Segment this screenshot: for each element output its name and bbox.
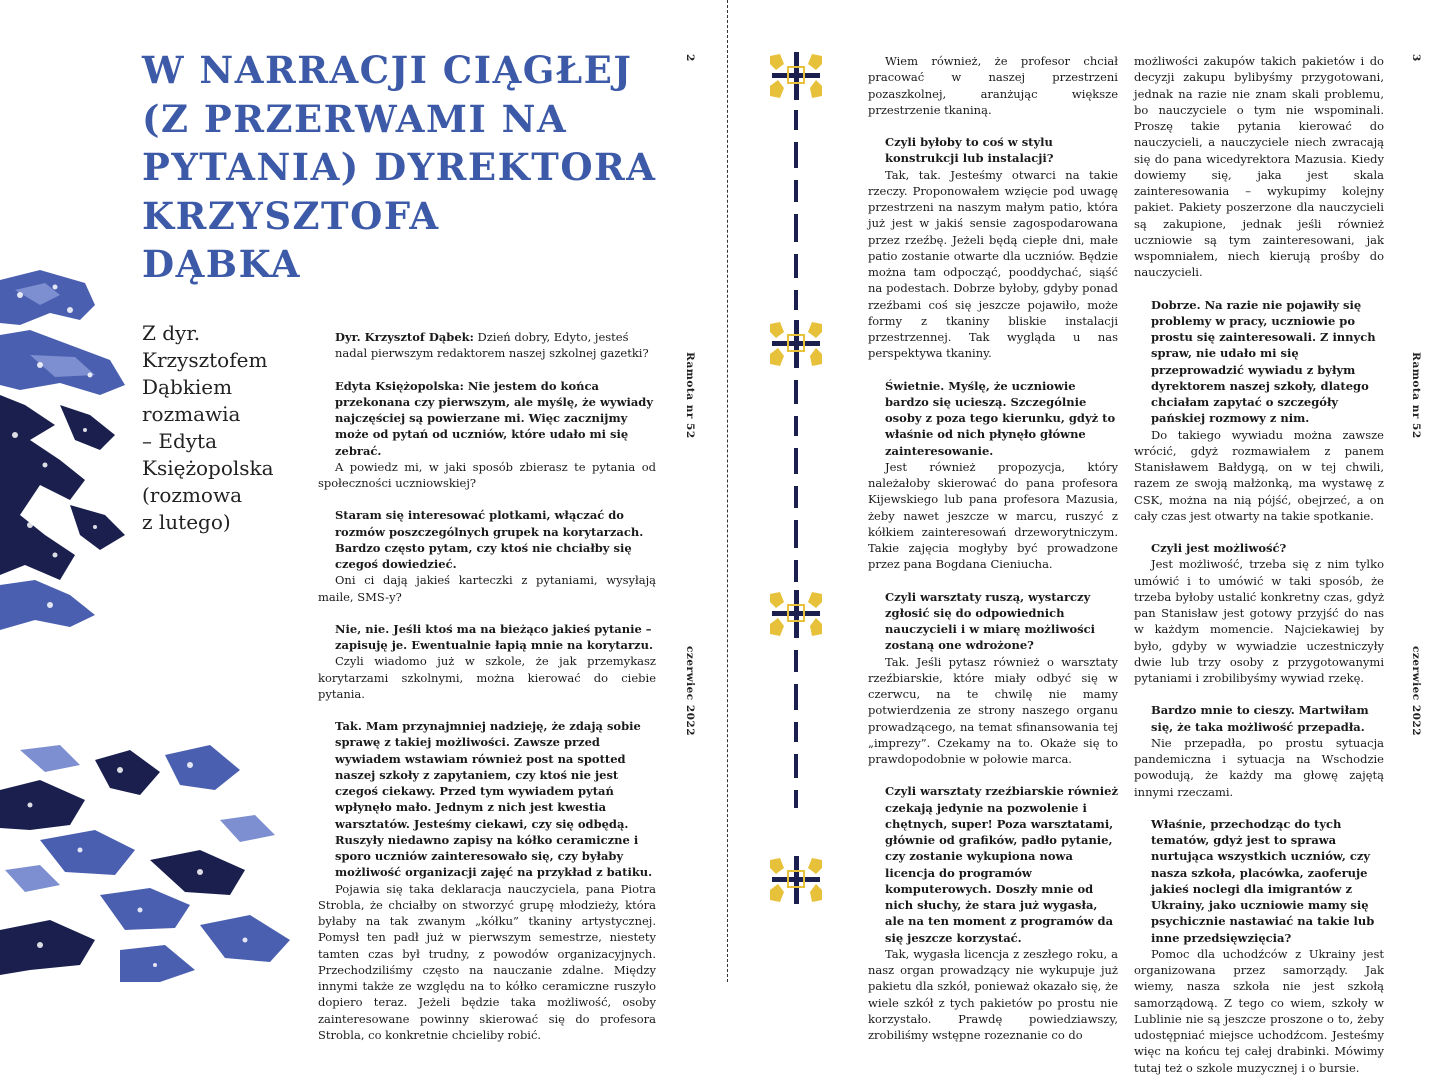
issue-date: czerwiec 2022 [684, 646, 696, 737]
speaker-name: Dyr. Krzysztof Dąbek: [335, 330, 474, 344]
answer: Jest możliwość, trzeba się z nim tylko umówić i to umówić w taki sposób, że trzeba byłoby ustalić konkretny czas, gdyż pan Stanisław jest gotowy przyjść do nas w każdym momencie. Najciekawiej by było, gdyby w wywiadzie uczestniczyły dwie lub trzy osoby z przygotowanymi pytaniami i zrobilibyśmy wywiad rzekę. [1134, 557, 1384, 685]
question: Nie, nie. Jeśli ktoś ma na bieżąco jakieś pytanie – zapisuję je. Ewentualnie łapią mnie na korytarzu. [335, 621, 653, 652]
question: Dobrze. Na razie nie pojawiły się problemy w pracy, uczniowie po prostu się zainteresowali. Z innych spraw, nie udało mi się przeprowadzić wywiadu z byłym dyrektorem naszej szkoły, dlatego chciałam zapytać o szczegóły pańskiej rozmowy z nim. [1151, 297, 1376, 426]
title-line: DĄBKA [142, 242, 301, 286]
intro-text: Dzień dobry, Edyto, jesteś nadal pierwszym redaktorem naszej szkolnej gazetki? [335, 330, 649, 361]
magazine-issue: Ramota nr 52 [684, 352, 696, 439]
article-column-3 [1134, 53, 1384, 1076]
page-number: 2 [684, 54, 696, 62]
question: Świetnie. Myślę, że uczniowie bardzo się ucieszą. Szczególnie osoby z poza tego kierunku, gdyż to właśnie od nich płynęło główne zainteresowanie. [885, 378, 1116, 458]
lede-line: Z dyr. [142, 321, 201, 345]
lede-line: Krzysztofem [142, 348, 268, 372]
question: Tak. Mam przynajmniej nadzieję, że zdają sobie sprawę z takiej możliwości. Zawsze przed wywiadem wstawiam również post na spotted naszej szkoły z zapytaniem, czy ktoś nie jest czegoś ciekawy. Przed tym wywiadem pytań wpłynęło mało. Jednym z nich jest kwestia warsztatów. Jesteśmy ciekawi, czy się odbędą. Ruszyły niedawno zapisy na kółko ceramiczne i sporo uczniów zainteresowało się, czy byłaby możliwość organizacji zajęć na przykład z batiku. [335, 719, 653, 880]
question: Czyli warsztaty rzeźbiarskie również czekają jedynie na pozwolenie i chętnych, super! Poza warsztatami, głównie od grafików, padło pytanie, czy zostanie wykupiona nowa licencja do programów komputerowych. Doszły mnie od nich słuchy, że stara już wygasła, ale na ten moment z programów da się jeszcze korzystać. [885, 784, 1118, 945]
question: Edyta Księżopolska: Nie jestem do końca przekonana czy pierwszym, ale myślę, że wywiady najczęściej są powierzane mi. Więc zacznijmy może od pytań od uczniów, które udało mi się zebrać. [335, 378, 654, 458]
title-line: W NARRACJI CIĄGŁEJ [142, 48, 633, 92]
lede-line: z lutego) [142, 510, 231, 534]
question: Czyli warsztaty ruszą, wystarczy zgłosić się do odpowiednich nauczycieli i w miarę możliwości zostaną one wdrożone? [885, 589, 1095, 653]
question: Właśnie, przechodząc do tych tematów, gdyż jest to sprawa nurtująca wszystkich uczniów, czy nasza szkoła, placówka, zaoferuje jakieś noclegi dla imigrantów z Ukrainy, jako uczniowie mamy się psychicznie nastawiać na takie lub inne przedsięwzięcia? [1151, 816, 1375, 945]
question: Czyli byłoby to coś w stylu konstrukcji lub instalacji? [885, 135, 1054, 166]
article-lede [142, 320, 282, 536]
title-line: PYTANIA) DYREKTORA [142, 145, 657, 189]
folk-leaf-decoration-lower [0, 700, 300, 982]
lede-line: Księżopolska [142, 456, 274, 480]
lede-line: – Edyta [142, 429, 218, 453]
lede-line: (rozmowa [142, 483, 242, 507]
answer: Jest również propozycja, który należałoby skierować do pana profesora Kijewskiego lub pana profesora Mazusia, żeby nawet jeszcze w marcu, ruszyć z kółkiem zainteresowań drzeworytniczym. Takie zajęcia mogłyby być prowadzone przez pana Bogdana Cieniucha. [868, 459, 1118, 572]
answer-continued: możliwości zakupów takich pakietów i do decyzji zakupu bylibyśmy przygotowani, jednak na razie nie znam skali problemu, bo nauczyciele o tym nie wspominali. Proszę takie pytania kierować do nauczycieli, a nauczyciele niech zwracają się do pana wicedyrektora Mazusia. Kiedy dowiemy się, jaka jest skala zainteresowania – wykupimy kolejny pakiet. Pakiety poszerzone dla nauczycieli są zakupione, jednak jeśli również uczniowie są tym zainteresowani, jak wspomniałem, niech kierują prośby do nauczycieli. [1134, 54, 1384, 280]
question: Czyli jest możliwość? [1151, 541, 1287, 555]
answer: Nie przepadła, po prostu sytuacja pandemiczna i sytuacja na Wschodzie powodują, że każdy ma głowę zajętą innymi rzeczami. [1134, 735, 1384, 799]
answer: Tak, wygasła licencja z zeszłego roku, a nasz organ prowadzący nie wykupuje już pakietu dla szkół, ponieważ okazało się, że wiele szkół z tych pakietów po prostu nie korzystało. Prawdę powiedziawszy, zrobiliśmy wstępne rozeznanie co do [868, 946, 1118, 1042]
answer: Czyli wiadomo już w szkole, że jak przemykasz korytarzami szkolnymi, można kierować do ciebie pytania. [318, 654, 656, 701]
title-line: KRZYSZTOFA [142, 193, 440, 238]
answer: Tak, tak. Jesteśmy otwarci na takie rzeczy. Proponowałem wzięcie pod uwagę przestrzeni na naszym małym patio, która już jest w jakiś sensie zagospodarowana przez rzeźbę. Jeżeli będą ciepłe dni, małe patio zostanie otwarte dla uczniów. Będzie można tam odpocząć, pooddychać, siąść na podestach. Dobrze byłoby, gdyby ponad rzeźbami coś się jeszcze pojawiło, może formy z tkaniny bliskie instalacji przestrzennej. Tak wygląda u nas perspektywa tkaniny. [868, 167, 1118, 361]
answer: Tak. Jeśli pytasz również o warsztaty rzeźbiarskie, które miały odbyć się w czerwcu, na te chwilę nie mamy potwierdzenia ze strony naszego organu prowadzącego, na temat sfinansowania tej „imprezy”. Czekamy na to. Okaże się to prawdopodobnie w połowie marca. [868, 654, 1118, 766]
answer: Oni ci dają jakieś karteczki z pytaniami, wysyłają maile, SMS-y? [318, 573, 656, 604]
article-column-2 [868, 53, 1118, 1043]
folk-leaf-decoration-upper [0, 265, 140, 645]
lede-line: Dąbkiem [142, 375, 233, 399]
article-column-1 [318, 329, 656, 1043]
answer: A powiedz mi, w jaki sposób zbierasz te pytania od społeczności uczniowskiej? [318, 459, 656, 490]
issue-date: czerwiec 2022 [1410, 646, 1422, 737]
left-page [0, 0, 727, 1042]
answer-continued: Wiem również, że profesor chciał pracować w naszej przestrzeni pozaszkolnej, aranżując większe przestrzenie tkaniną. [868, 54, 1118, 117]
question: Staram się interesować plotkami, włączać do rozmów poszczególnych grupek na korytarzach. Bardzo często pytam, czy ktoś nie chciałby się czegoś dowiedzieć. [335, 508, 644, 571]
article-title [142, 46, 662, 289]
answer: Pomoc dla uchodźców z Ukrainy jest organizowana przez samorządy. Jak wiemy, nasza szkoła nie jest szkołą samorządową. Z tego co wiem, szkoły w Lublinie nie są jeszcze proszone o to, żeby udostępniać miejsce uchodźcom. Jesteśmy więc na końcu tej całej drabinki. Mówimy tutaj też o szkole muzycznej i o bursie. [1134, 946, 1384, 1075]
answer: Do takiego wywiadu można zawsze wrócić, gdyż rozmawiałem z panem Stanisławem Bałdygą, on w tej chwili, razem ze swoją małżonką, ma wystawę z CSK, można na nią pójść, obejrzeć, a on cały czas jest otwarty na takie spotkanie. [1134, 427, 1384, 523]
interview-intro [318, 329, 656, 362]
magazine-issue: Ramota nr 52 [1410, 352, 1422, 439]
answer: Pojawia się taka deklaracja nauczyciela, pana Piotra Strobla, że chciałby on stworzyć grupę młodzieży, która byłaby na tak zwanym „kółku” tkaniny artystycznej. Pomysł ten padł już w pierwszym semestrze, niestety tamten czas był trudny, z powodów organizacyjnych. Przechodziliśmy często na nauczanie zdalne. Między innymi także ze względu na to kółko ceramiczne ruszyło dopiero teraz. Jeżeli będzie taka możliwość, osoby zainteresowane powinny skierować się do profesora Strobla, co konkretnie chcieliby robić. [318, 881, 656, 1042]
question: Bardzo mnie to cieszy. Martwiłam się, że taka możliwość przepadła. [1151, 703, 1369, 734]
title-line: (Z PRZERWAMI NA [142, 96, 568, 141]
page-number: 3 [1410, 54, 1422, 62]
folk-embroidery-border [766, 50, 826, 910]
lede-line: rozmawia [142, 402, 241, 426]
